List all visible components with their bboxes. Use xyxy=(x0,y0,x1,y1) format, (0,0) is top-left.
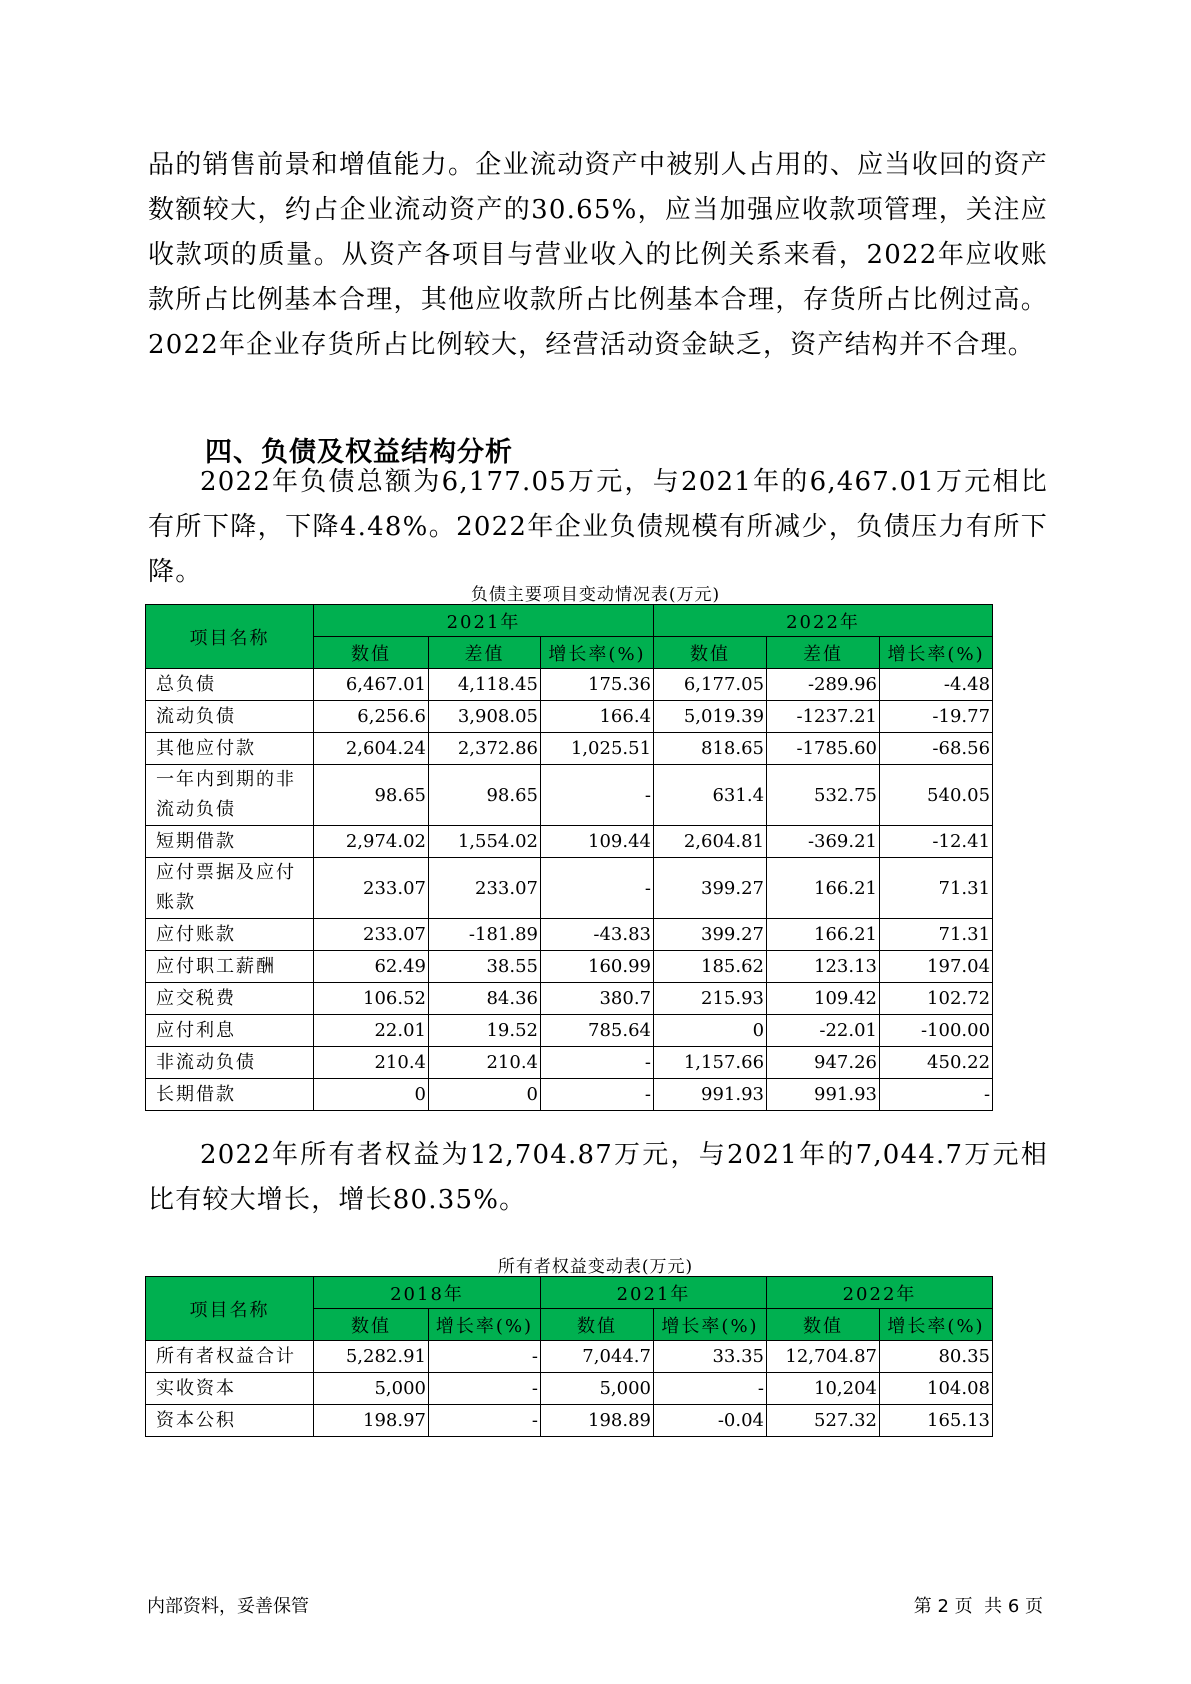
table-cell: 210.4 xyxy=(429,1047,541,1079)
table-cell: 166.21 xyxy=(767,919,880,951)
header-year-2022: 2022年 xyxy=(654,605,993,637)
table-cell: -12.41 xyxy=(880,826,993,858)
row-label: 所有者权益合计 xyxy=(146,1341,314,1373)
table-cell: 71.31 xyxy=(880,858,993,919)
table-cell: 10,204 xyxy=(767,1373,880,1405)
paragraph-equity-summary: 2022年所有者权益为12,704.87万元，与2021年的7,044.7万元相比有较大增长，增长80.35%。 xyxy=(148,1140,1048,1215)
row-label: 一年内到期的非流动负债 xyxy=(146,765,314,826)
table-row xyxy=(146,1079,993,1111)
table-cell: -100.00 xyxy=(880,1015,993,1047)
table-cell: 233.07 xyxy=(314,919,429,951)
row-label: 应交税费 xyxy=(146,983,314,1015)
table-cell: - xyxy=(541,1079,654,1111)
table-cell: 104.08 xyxy=(880,1373,993,1405)
table-cell: 198.89 xyxy=(541,1405,654,1437)
row-label: 应付票据及应付账款 xyxy=(146,858,314,919)
table-cell: 2,974.02 xyxy=(314,826,429,858)
table-cell: - xyxy=(429,1405,541,1437)
table-row xyxy=(146,701,993,733)
table-cell: 5,000 xyxy=(314,1373,429,1405)
table-cell: -4.48 xyxy=(880,669,993,701)
table-cell: 5,019.39 xyxy=(654,701,767,733)
footer-confidential-note: 内部资料，妥善保管 xyxy=(147,1596,309,1617)
table-cell: 4,118.45 xyxy=(429,669,541,701)
section-heading: 四、负债及权益结构分析 xyxy=(205,437,513,468)
row-label: 总负债 xyxy=(146,669,314,701)
table-cell: 532.75 xyxy=(767,765,880,826)
table-cell: 175.36 xyxy=(541,669,654,701)
table-cell: 80.35 xyxy=(880,1341,993,1373)
table-cell: 527.32 xyxy=(767,1405,880,1437)
table-cell: 160.99 xyxy=(541,951,654,983)
table-cell: 0 xyxy=(314,1079,429,1111)
table-cell: 380.7 xyxy=(541,983,654,1015)
table-cell: -1785.60 xyxy=(767,733,880,765)
table-cell: 991.93 xyxy=(654,1079,767,1111)
subheader-growth: 增长率(%) xyxy=(429,1309,541,1341)
table-cell: -0.04 xyxy=(654,1405,767,1437)
table-cell: 106.52 xyxy=(314,983,429,1015)
table-cell: 109.42 xyxy=(767,983,880,1015)
table-cell: 233.07 xyxy=(429,858,541,919)
table-row xyxy=(146,1373,993,1405)
table-cell: 165.13 xyxy=(880,1405,993,1437)
header-year-2021: 2021年 xyxy=(541,1277,767,1309)
row-label: 资本公积 xyxy=(146,1405,314,1437)
table-row xyxy=(146,1405,993,1437)
table-cell: 210.4 xyxy=(314,1047,429,1079)
table-cell: - xyxy=(541,1047,654,1079)
table-row xyxy=(146,733,993,765)
table-row xyxy=(146,1047,993,1079)
header-year-2021: 2021年 xyxy=(314,605,654,637)
paragraph-asset-analysis: 品的销售前景和增值能力。企业流动资产中被别人占用的、应当收回的资产数额较大，约占企业流动资产的30.65%，应当加强应收款项管理，关注应收款项的质量。从资产各项目与营业收入的比例关系来看，2022年应收账款所占比例基本合理，其他应收款所占比例基本合理，存货所占比例过高。2022年企业存货所占比例较大，经营活动资金缺乏，资产结构并不合理。 xyxy=(148,150,1048,360)
table-cell: 2,372.86 xyxy=(429,733,541,765)
table-cell: 71.31 xyxy=(880,919,993,951)
header-year-2018: 2018年 xyxy=(314,1277,541,1309)
table-cell: 62.49 xyxy=(314,951,429,983)
subheader-growth: 增长率(%) xyxy=(880,1309,993,1341)
subheader-value: 数值 xyxy=(314,1309,429,1341)
table-cell: 631.4 xyxy=(654,765,767,826)
table-cell: 0 xyxy=(654,1015,767,1047)
table-cell: 1,157.66 xyxy=(654,1047,767,1079)
row-label: 流动负债 xyxy=(146,701,314,733)
table-cell: 2,604.24 xyxy=(314,733,429,765)
table-cell: 123.13 xyxy=(767,951,880,983)
subheader-growth: 增长率(%) xyxy=(541,637,654,669)
table-cell: 5,000 xyxy=(541,1373,654,1405)
table-cell: 109.44 xyxy=(541,826,654,858)
row-label: 应付利息 xyxy=(146,1015,314,1047)
table-cell: 233.07 xyxy=(314,858,429,919)
header-item-name: 项目名称 xyxy=(146,605,314,669)
table-cell: -369.21 xyxy=(767,826,880,858)
table-row xyxy=(146,951,993,983)
table-cell: 7,044.7 xyxy=(541,1341,654,1373)
table-cell: 38.55 xyxy=(429,951,541,983)
table-cell: 540.05 xyxy=(880,765,993,826)
row-label: 应付职工薪酬 xyxy=(146,951,314,983)
table-cell: 5,282.91 xyxy=(314,1341,429,1373)
table-cell: 185.62 xyxy=(654,951,767,983)
table-row xyxy=(146,983,993,1015)
table-cell: 399.27 xyxy=(654,919,767,951)
table-cell: - xyxy=(880,1079,993,1111)
subheader-value: 数值 xyxy=(314,637,429,669)
table-cell: - xyxy=(429,1373,541,1405)
table-cell: 1,025.51 xyxy=(541,733,654,765)
table-cell: 6,177.05 xyxy=(654,669,767,701)
row-label: 应付账款 xyxy=(146,919,314,951)
table-cell: 6,256.6 xyxy=(314,701,429,733)
equity-table xyxy=(145,1276,993,1437)
table-cell: 6,467.01 xyxy=(314,669,429,701)
subheader-value: 数值 xyxy=(767,1309,880,1341)
table-cell: 198.97 xyxy=(314,1405,429,1437)
table-cell: 197.04 xyxy=(880,951,993,983)
table-cell: - xyxy=(541,765,654,826)
row-label: 实收资本 xyxy=(146,1373,314,1405)
table-cell: -1237.21 xyxy=(767,701,880,733)
table-cell: - xyxy=(541,858,654,919)
subheader-growth: 增长率(%) xyxy=(654,1309,767,1341)
header-year-2022: 2022年 xyxy=(767,1277,993,1309)
table-row xyxy=(146,858,993,919)
table-row xyxy=(146,1341,993,1373)
table-cell: 947.26 xyxy=(767,1047,880,1079)
header-item-name: 项目名称 xyxy=(146,1277,314,1341)
table-cell: 166.21 xyxy=(767,858,880,919)
table-row xyxy=(146,1015,993,1047)
footer-page-number: 第 2 页 共 6 页 xyxy=(913,1596,1043,1617)
subheader-value: 数值 xyxy=(654,637,767,669)
row-label: 非流动负债 xyxy=(146,1047,314,1079)
table-cell: 399.27 xyxy=(654,858,767,919)
subheader-growth: 增长率(%) xyxy=(880,637,993,669)
table-cell: 98.65 xyxy=(314,765,429,826)
row-label: 短期借款 xyxy=(146,826,314,858)
table-cell: 19.52 xyxy=(429,1015,541,1047)
table-cell: 33.35 xyxy=(654,1341,767,1373)
table-cell: -289.96 xyxy=(767,669,880,701)
table-cell: 102.72 xyxy=(880,983,993,1015)
table-cell: 785.64 xyxy=(541,1015,654,1047)
table-cell: -181.89 xyxy=(429,919,541,951)
table-cell: 818.65 xyxy=(654,733,767,765)
table-cell: 166.4 xyxy=(541,701,654,733)
row-label: 长期借款 xyxy=(146,1079,314,1111)
table-cell: 2,604.81 xyxy=(654,826,767,858)
table-cell: 0 xyxy=(429,1079,541,1111)
table-cell: -68.56 xyxy=(880,733,993,765)
table-cell: 84.36 xyxy=(429,983,541,1015)
table-row xyxy=(146,919,993,951)
subheader-diff: 差值 xyxy=(429,637,541,669)
subheader-diff: 差值 xyxy=(767,637,880,669)
table-cell: 98.65 xyxy=(429,765,541,826)
table-cell: -22.01 xyxy=(767,1015,880,1047)
paragraph-liability-summary: 2022年负债总额为6,177.05万元，与2021年的6,467.01万元相比有所下降，下降4.48%。2022年企业负债规模有所减少，负债压力有所下降。 xyxy=(148,467,1048,587)
table-row xyxy=(146,765,993,826)
table-cell: - xyxy=(654,1373,767,1405)
table-row xyxy=(146,826,993,858)
table-cell: 12,704.87 xyxy=(767,1341,880,1373)
liability-table-caption: 负债主要项目变动情况表(万元) xyxy=(470,585,721,605)
table-row xyxy=(146,669,993,701)
subheader-value: 数值 xyxy=(541,1309,654,1341)
table-cell: 22.01 xyxy=(314,1015,429,1047)
table-cell: 3,908.05 xyxy=(429,701,541,733)
table-cell: -43.83 xyxy=(541,919,654,951)
table-cell: 1,554.02 xyxy=(429,826,541,858)
table-cell: - xyxy=(429,1341,541,1373)
equity-table-caption: 所有者权益变动表(万元) xyxy=(497,1257,694,1277)
row-label: 其他应付款 xyxy=(146,733,314,765)
table-cell: 215.93 xyxy=(654,983,767,1015)
table-cell: 991.93 xyxy=(767,1079,880,1111)
liability-table xyxy=(145,604,993,1111)
table-cell: -19.77 xyxy=(880,701,993,733)
table-cell: 450.22 xyxy=(880,1047,993,1079)
